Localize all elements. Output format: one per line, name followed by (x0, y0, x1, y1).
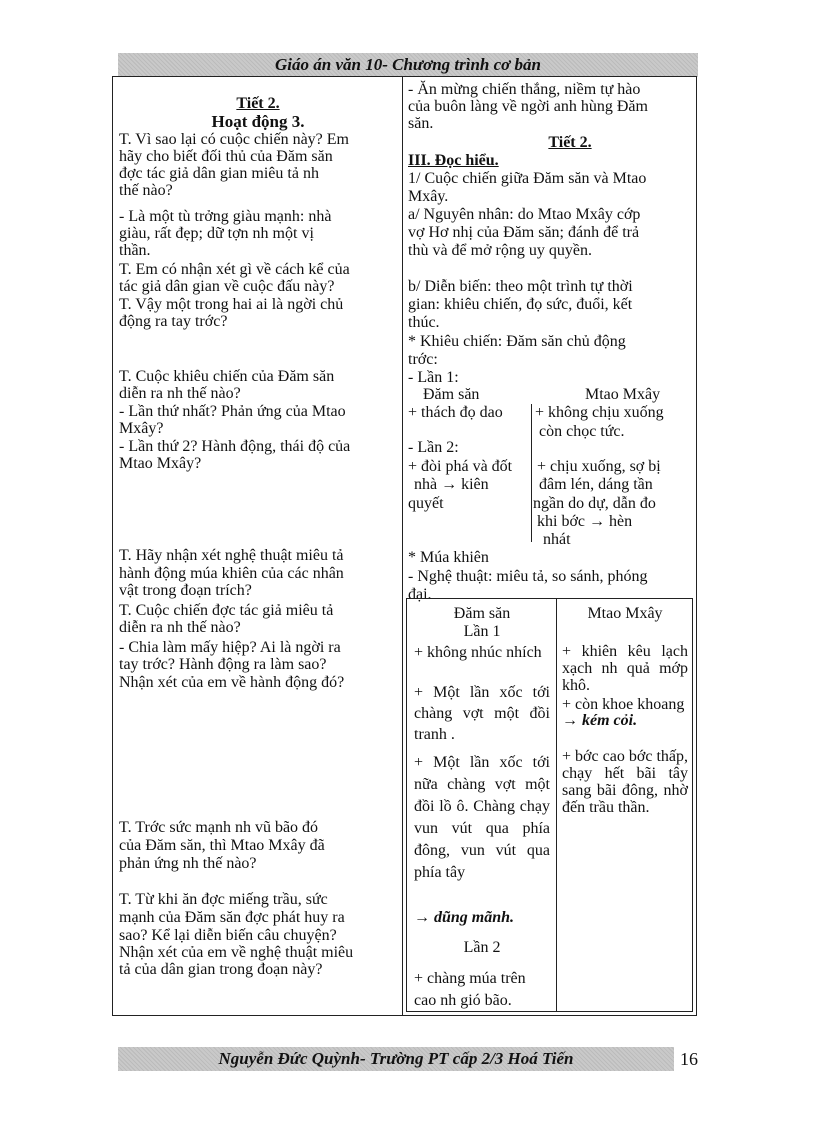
right-line: đại. (408, 586, 432, 603)
table-cell-damsan: + Một lần xốc tới nữa chàng vợt một đồi lồ ô. Chàng chạy vun vút qua phía đông, vun vút qua phía tây (414, 754, 550, 881)
table-cell-mtao: + khiên kêu lạch xạch nh quả mớp khô. (562, 643, 688, 694)
left-line: T. Em có nhận xét gì về cách kể của (119, 261, 350, 278)
right-line: thúc. (408, 314, 440, 331)
table-round-1: Lần 1 (463, 623, 501, 640)
left-line: T. Vì sao lại có cuộc chiến này? Em (119, 131, 349, 148)
right-line: của buôn làng về ngời anh hùng Đăm (408, 98, 648, 115)
compare-mtao: nhát (543, 531, 571, 548)
table-round-2: Lần 2 (463, 939, 501, 956)
right-line: 1/ Cuộc chiến giữa Đăm săn và Mtao (408, 170, 647, 187)
header-band (118, 53, 698, 77)
right-line: - Nghệ thuật: miêu tả, so sánh, phóng (408, 568, 648, 585)
table-cell-damsan: + chàng múa trên cao nh gió bão. (414, 970, 526, 1009)
left-tiet-heading: Tiết 2. (236, 95, 280, 112)
left-line: T. Từ khi ăn đợc miếng trầu, sức (119, 891, 328, 908)
left-line: diễn ra nh thế nào? (119, 619, 241, 636)
left-line: T. Cuộc chiến đợc tác giả miêu tả (119, 602, 334, 619)
right-line: b/ Diễn biến: theo một trình tự thời (408, 278, 633, 295)
left-line: phản ứng nh thế nào? (119, 855, 257, 872)
table-cell-mtao: + còn khoe khoang (562, 696, 685, 713)
left-line: diễn ra nh thế nào? (119, 385, 241, 402)
left-line: đợc tác giả dân gian miêu tả nh (119, 165, 319, 182)
left-line: - Là một tù trởng giàu mạnh: nhà (119, 208, 332, 225)
section-heading: III. Đọc hiểu. (408, 152, 499, 169)
left-line: vật trong đoạn trích? (119, 582, 252, 599)
right-line: * Múa khiên (408, 549, 489, 566)
left-line: tác giả dân gian về cuộc đấu này? (119, 278, 335, 295)
left-line: T. Vậy một trong hai ai là ngời chủ (119, 296, 344, 313)
table-cell-mtao: + bớc cao bớc thấp, chạy hết bãi tây sang bãi đông, nhờ đến trầu thần. (562, 748, 688, 816)
left-line: T. Hãy nhận xét nghệ thuật miêu tả (119, 547, 344, 564)
right-line: - Lần 1: (408, 369, 459, 386)
compare-divider (531, 404, 532, 542)
table-cell-damsan: + Một lần xốc tới chàng vợt một đồi tranh . (414, 684, 550, 743)
right-line: săn. (408, 115, 434, 132)
compare-header-damsan: Đăm săn (423, 386, 480, 403)
compare-damsan: + thách đọ dao (408, 404, 503, 421)
left-line: - Chia làm mấy hiệp? Ai là ngời ra (119, 639, 341, 656)
left-line: động ra tay trớc? (119, 313, 228, 330)
table-column-divider (556, 598, 557, 1012)
compare-mtao: + chịu xuống, sợ bị (537, 458, 661, 475)
table-cell-damsan: + không nhúc nhích (414, 644, 542, 661)
compare-mtao: đâm lén, dáng tần (539, 476, 653, 493)
right-line: a/ Nguyên nhân: do Mtao Mxây cớp (408, 206, 641, 223)
compare-mtao: + không chịu xuống (535, 404, 664, 421)
page-number: 16 (680, 1049, 698, 1069)
arrow-right-icon: → (414, 909, 430, 926)
right-line: - Ăn mừng chiến thắng, niềm tự hào (408, 81, 641, 98)
footer-author: Nguyễn Đức Quỳnh- Trường PT cấp 2/3 Hoá Tiến (218, 1049, 574, 1068)
left-line: giàu, rất đẹp; dữ tợn nh một vị (119, 225, 314, 242)
right-line: * Khiêu chiến: Đăm săn chủ động (408, 333, 626, 350)
compare-damsan: nhà → kiên (414, 476, 489, 493)
left-line: hãy cho biết đối thủ của Đăm săn (119, 148, 333, 165)
left-line: Nhận xét của em về nghệ thuật miêu (119, 944, 354, 961)
right-tiet-heading: Tiết 2. (548, 134, 592, 151)
left-line: Nhận xét của em về hành động đó? (119, 674, 345, 691)
compare-header-mtao: Mtao Mxây (585, 386, 661, 403)
left-line: hành động múa khiên của các nhân (119, 565, 344, 582)
left-line: Mxây? (119, 420, 164, 437)
left-activity-heading: Hoạt động 3. (211, 112, 305, 131)
left-line: Mtao Mxây? (119, 455, 202, 472)
compare-damsan: + đòi phá và đốt (408, 458, 513, 475)
left-line: thế nào? (119, 182, 173, 199)
right-line: thù và để mở rộng uy quyền. (408, 242, 592, 259)
compare-mtao: ngần do dự, dẫn đo (533, 495, 656, 512)
right-line: vợ Hơ nhị của Đăm săn; đánh để trả (408, 224, 640, 241)
left-line: - Lần thứ nhất? Phản ứng của Mtao (119, 403, 346, 420)
right-line: trớc: (408, 351, 438, 368)
left-line: - Lần thứ 2? Hành động, thái độ của (119, 438, 351, 455)
left-line: mạnh của Đăm săn đợc phát huy ra (119, 909, 345, 926)
table-header-mtao: Mtao Mxây (587, 605, 663, 622)
table-header-damsan: Đăm săn (453, 605, 511, 622)
header-title: Giáo án văn 10- Chương trình cơ bản (274, 55, 541, 74)
table-cell-damsan: → dũng mãnh. (414, 909, 515, 926)
compare-mtao: còn chọc tức. (539, 423, 625, 440)
right-line: gian: khiêu chiến, đọ sức, đuổi, kết (408, 296, 633, 313)
left-line: tay trớc? Hành động ra làm sao? (119, 656, 327, 673)
compare-mtao: khi bớc → hèn (537, 513, 633, 530)
arrow-right-icon: → (562, 712, 578, 729)
footer-band (118, 1047, 674, 1071)
left-line: của Đăm săn, thì Mtao Mxây đã (119, 837, 325, 854)
left-line: thần. (119, 242, 151, 259)
arrow-right-icon: → (589, 513, 606, 530)
compare-damsan: quyết (408, 495, 444, 512)
left-line: sao? Kể lại diễn biến câu chuyện? (119, 927, 337, 944)
column-divider (402, 76, 403, 1016)
arrow-right-icon: → (441, 476, 458, 493)
table-cell-mtao: → kém cỏi. (562, 712, 638, 729)
left-line: tả của dân gian trong đoạn này? (119, 961, 323, 978)
right-line: Mxây. (408, 188, 449, 205)
right-line: - Lần 2: (408, 439, 459, 456)
left-line: T. Trớc sức mạnh nh vũ bão đó (119, 819, 319, 836)
left-line: T. Cuộc khiêu chiến của Đăm săn (119, 368, 335, 385)
